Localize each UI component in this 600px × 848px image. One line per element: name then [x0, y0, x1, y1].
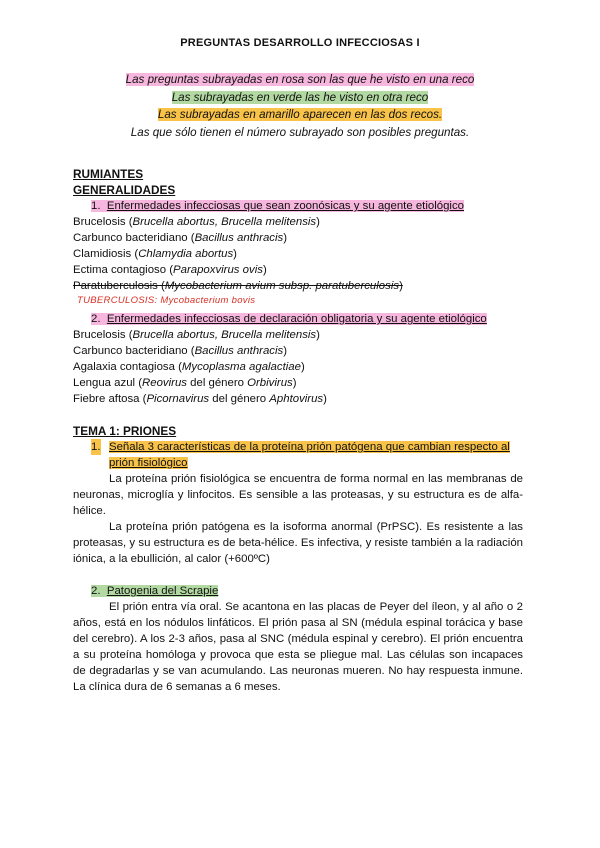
legend-plain: Las que sólo tienen el número subrayado son posibles preguntas.: [130, 125, 470, 139]
tema1-heading: TEMA 1: PRIONES: [73, 424, 177, 438]
document-title: PREGUNTAS DESARROLLO INFECCIOSAS I: [180, 37, 420, 49]
document-body: [73, 166, 523, 695]
question-prion-characteristics: [73, 439, 523, 471]
section-heading: RUMIANTES: [73, 167, 144, 181]
list-item: Clamidiosis (Chlamydia abortus): [73, 248, 237, 260]
question-text: Enfermedades infecciosas que sean zoonósicas y su agente etiológico: [106, 200, 464, 212]
list-item: Carbunco bacteridiano (Bacillus anthracis): [73, 345, 288, 357]
subsection-heading: GENERALIDADES: [73, 183, 176, 197]
question-declaracion: [73, 311, 523, 327]
color-legend: [0, 71, 600, 141]
question-zoonosis: [73, 198, 523, 214]
answer-paragraph: La proteína prión patógena es la isoforma anormal (PrPSC). Es resistente a las proteasas, y su estructura es de beta-hélice. Es infectiva, y resiste también a la radiación iónica, a la ebullición, al calor (+600ºC): [73, 521, 523, 565]
question-number: 2.: [91, 313, 101, 325]
list-item: Brucelosis (Brucella abortus, Brucella melitensis): [73, 216, 320, 228]
list-item: Brucelosis (Brucella abortus, Brucella melitensis): [73, 329, 320, 341]
list-item: Ectima contagioso (Parapoxvirus ovis): [73, 264, 267, 276]
list-item: Agalaxia contagiosa (Mycoplasma agalactiae): [73, 361, 305, 373]
question-number: 1.: [91, 441, 101, 453]
legend-green: Las subrayadas en verde las he visto en otra reco: [171, 90, 429, 104]
question-number: 1.: [91, 200, 101, 212]
legend-yellow: Las subrayadas en amarillo aparecen en las dos recos.: [157, 108, 443, 121]
list-item: Fiebre aftosa (Picornavirus del género Aphtovirus): [73, 393, 327, 405]
question-text: Enfermedades infecciosas de declaración obligatoria y su agente etiológico: [106, 313, 487, 325]
list-item: Carbunco bacteridiano (Bacillus anthracis): [73, 232, 288, 244]
question-text: Señala 3 características de la proteína prión patógena que cambian respecto al prión fisiológico: [109, 441, 510, 469]
tuberculosis-note: TUBERCULOSIS: Mycobacterium bovis: [77, 295, 256, 306]
list-item: Lengua azul (Reovirus del género Orbivirus): [73, 377, 297, 389]
question-number: 2.: [91, 585, 101, 597]
legend-pink: Las preguntas subrayadas en rosa son las que he visto en una reco: [125, 73, 475, 86]
question-text: Patogenia del Scrapie: [106, 585, 219, 597]
question-scrapie: [73, 583, 523, 599]
answer-paragraph: La proteína prión fisiológica se encuentra de forma normal en las membranas de neuronas, microglía y linfocitos. Es sensible a las proteasas, y su estructura es de alfa-hélice.: [73, 473, 523, 517]
answer-paragraph: El prión entra vía oral. Se acantona en las placas de Peyer del íleon, y al año o 2 años, está en los nódulos linfáticos. El prión pasa al SN (médula espinal torácica y base del cerebro). A los 2-3 años, pasa al SNC (médula espinal y cerebro). El prión encuentra a su proteína homóloga y provoca que esta se pliegue mal. Las células son incapaces de degradarlas y se van acumulando. Las neuronas mueren. No hay respuesta inmune. La clínica dura de 6 semanas a 6 meses.: [73, 601, 523, 693]
list-item-struck: Paratuberculosis (Mycobacterium avium subsp. paratuberculosis): [73, 280, 403, 292]
